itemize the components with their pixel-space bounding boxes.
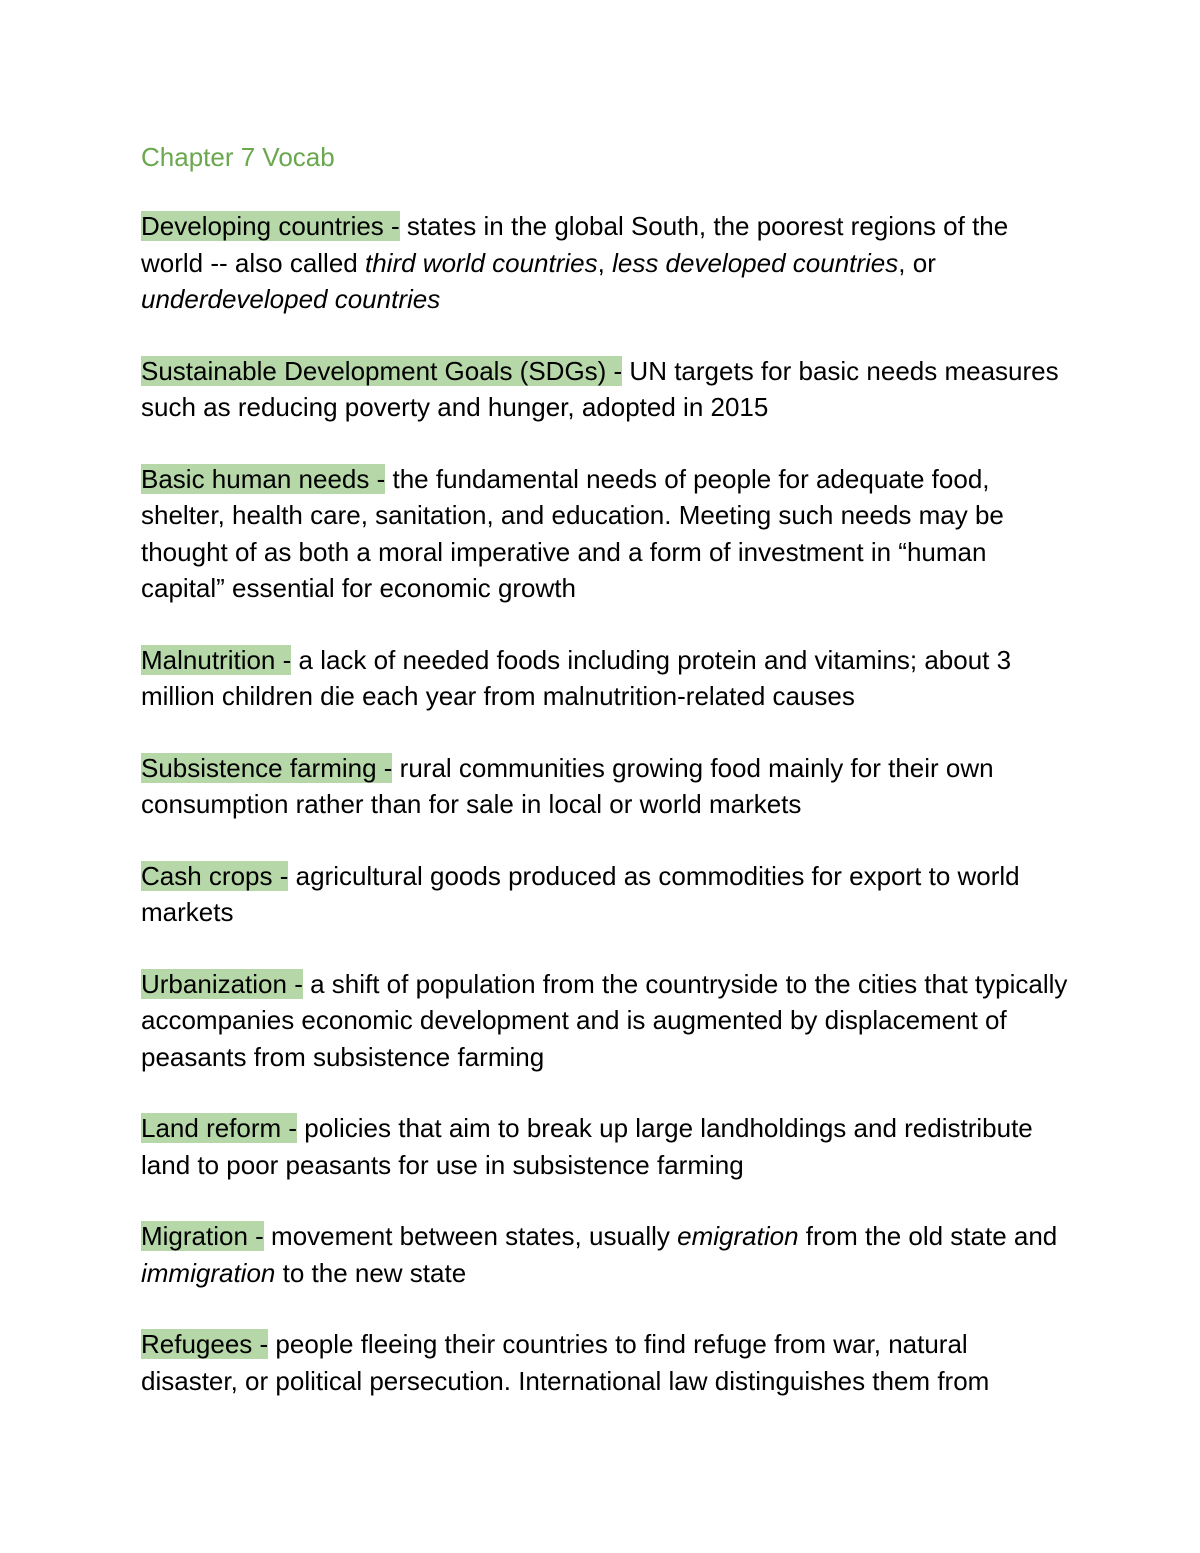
vocab-entry-developing-countries — [141, 208, 1071, 318]
vocab-entry-subsistence-farming — [141, 750, 1071, 823]
vocab-term: Basic human needs - — [141, 463, 386, 494]
definition-text: states in the global South, the poorest regions of the world -- also called — [141, 211, 1009, 278]
definition-text: , or — [898, 247, 936, 278]
definition-text: the fundamental needs of people for adequate food, shelter, health care, sanitation, and education. Meeting such needs may be thought of as both a moral imperative and a form of investment in “human capital” essential for economic growth — [141, 463, 1004, 603]
vocab-term: Migration - — [141, 1221, 264, 1251]
vocab-term: Refugees - — [141, 1329, 269, 1359]
vocab-term: Subsistence farming - — [141, 752, 393, 783]
definition-italic: less developed countries — [612, 247, 899, 278]
definition-text: a shift of population from the countryside to the cities that typically accompanies economic development and is augmented by displacement of peasants from subsistence farming — [141, 968, 1068, 1072]
vocab-term: Malnutrition - — [141, 644, 292, 675]
vocab-entry-refugees — [141, 1326, 1071, 1399]
vocab-term: Land reform - — [141, 1113, 298, 1143]
definition-italic: emigration — [677, 1221, 799, 1251]
vocab-entry-malnutrition — [141, 642, 1071, 715]
vocab-entry-cash-crops — [141, 858, 1071, 931]
definition-text: to the new state — [275, 1257, 467, 1288]
definition-text: agricultural goods produced as commodities for export to world markets — [141, 860, 1020, 927]
definition-text: UN targets for basic needs measures such as reducing poverty and hunger, adopted in 2015 — [141, 355, 1059, 422]
vocab-term: Urbanization - — [141, 968, 303, 999]
page-title: Chapter 7 Vocab — [141, 142, 335, 172]
definition-text: movement between states, usually — [263, 1221, 678, 1251]
definition-italic: underdeveloped countries — [141, 284, 441, 314]
definition-text: policies that aim to break up large landholdings and redistribute land to poor peasants for use in subsistence farming — [141, 1113, 1033, 1180]
document-page — [141, 138, 1071, 1434]
vocab-entry-land-reform — [141, 1110, 1071, 1183]
definition-italic: third world countries — [364, 247, 598, 278]
vocab-entry-basic-human-needs — [141, 461, 1071, 607]
vocab-entry-migration — [141, 1218, 1071, 1291]
definition-text: , — [597, 247, 613, 278]
vocab-term: Developing countries - — [141, 211, 400, 241]
definition-text: rural communities growing food mainly for their own consumption rather than for sale in local or world markets — [141, 752, 994, 819]
definition-text: a lack of needed foods including protein and vitamins; about 3 million children die each year from malnutrition-related causes — [141, 644, 1012, 711]
vocab-entry-urbanization — [141, 966, 1071, 1076]
definition-italic: immigration — [141, 1257, 276, 1288]
vocab-entry-sdgs — [141, 353, 1071, 426]
definition-text: people fleeing their countries to find refuge from war, natural disaster, or political persecution. International law distinguishes them from — [141, 1329, 990, 1396]
vocab-term: Sustainable Development Goals (SDGs) - — [141, 355, 623, 386]
vocab-term: Cash crops - — [141, 860, 289, 891]
definition-text: from the old state and — [798, 1221, 1058, 1251]
